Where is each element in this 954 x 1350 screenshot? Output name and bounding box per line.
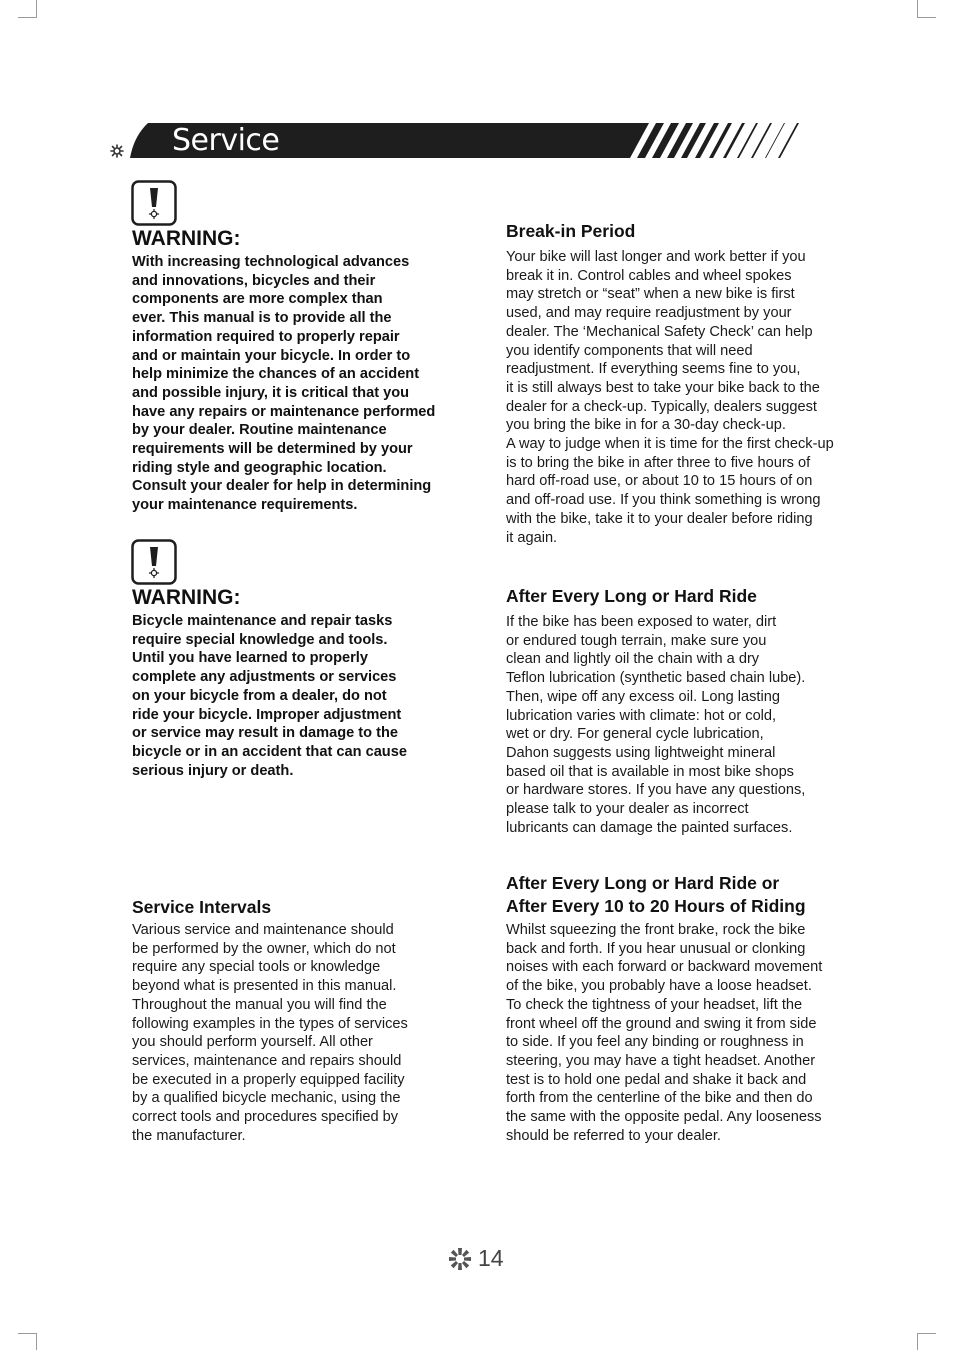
text-line: it is still always best to take your bike back to the <box>506 379 820 396</box>
text-line: complete any adjustments or services <box>132 669 397 686</box>
text-line: Bicycle maintenance and repair tasks <box>132 613 393 629</box>
text-line: is to bring the bike in after three to five hours of <box>506 454 811 471</box>
text-line: or endured tough terrain, make sure you <box>506 632 767 649</box>
text-line: Dahon suggests using lightweight mineral <box>506 744 776 761</box>
crop-mark <box>18 1333 36 1334</box>
warning-text <box>132 612 462 780</box>
text-line: or hardware stores. If you have any questions, <box>506 782 806 799</box>
text-line: break it in. Control cables and wheel spokes <box>506 267 792 284</box>
text-line: may stretch or “seat” when a new bike is first <box>506 286 795 303</box>
text-line: it again. <box>506 529 558 546</box>
text-line: you bring the bike in for a 30-day check-up. <box>506 417 786 434</box>
crop-mark <box>36 0 37 18</box>
break-in-text <box>506 248 834 547</box>
text-line: and off-road use. If you think something is wrong <box>506 492 821 509</box>
break-in-heading: Break-in Period <box>506 221 636 241</box>
text-line: dealer for a check-up. Typically, dealers suggest <box>506 398 817 415</box>
crop-mark <box>918 17 936 18</box>
text-line: by your dealer. Routine maintenance <box>132 422 387 439</box>
text-line: Whilst squeezing the front brake, rock the bike <box>506 922 806 938</box>
text-line: information required to properly repair <box>132 328 400 345</box>
text-line: and possible injury, it is critical that you <box>132 384 410 401</box>
text-line: be performed by the owner, which do not <box>132 940 396 957</box>
text-line: clean and lightly oil the chain with a dry <box>506 651 760 668</box>
crop-mark <box>18 17 36 18</box>
text-line: you identify components that will need <box>506 342 753 359</box>
text-line: Teflon lubrication (synthetic based chain lube). <box>506 670 806 687</box>
warning-text <box>132 253 462 515</box>
text-line: If the bike has been exposed to water, dirt <box>506 614 777 630</box>
warning-title: WARNING: <box>132 227 241 250</box>
crop-mark <box>36 1333 37 1350</box>
text-line: test is to hold one pedal and shake it back and <box>506 1071 807 1088</box>
text-line: services, maintenance and repairs should <box>132 1052 402 1069</box>
text-line: following examples in the types of services <box>132 1015 408 1032</box>
text-line: correct tools and procedures specified by <box>132 1109 399 1126</box>
text-line: and or maintain your bicycle. In order to <box>132 347 411 364</box>
text-line: help minimize the chances of an accident <box>132 366 420 383</box>
text-line: used, and may require readjustment by your <box>506 305 792 322</box>
text-line: beyond what is presented in this manual. <box>132 978 397 995</box>
service-intervals-text <box>132 921 408 1145</box>
text-line: steering, you may have a tight headset. Another <box>506 1052 816 1069</box>
text-line: front wheel off the ground and swing it from side <box>506 1015 817 1032</box>
text-line: Consult your dealer for help in determining <box>132 478 432 495</box>
text-line: noises with each forward or backward movement <box>506 959 823 976</box>
crop-mark <box>917 1333 918 1350</box>
section-header <box>108 120 808 162</box>
text-line: by a qualified bicycle mechanic, using the <box>132 1090 401 1107</box>
text-line: have any repairs or maintenance performed <box>132 403 436 420</box>
text-line: of the bike, you probably have a loose headset. <box>506 978 812 995</box>
crop-mark <box>917 0 918 18</box>
text-line: Your bike will last longer and work better if you <box>506 249 806 265</box>
text-line: to side. If you feel any binding or roughness in <box>506 1034 804 1051</box>
text-line: require any special tools or knowledge <box>132 959 381 976</box>
text-line: should be referred to your dealer. <box>506 1127 721 1144</box>
text-line: lubricants can damage the painted surfaces. <box>506 819 793 836</box>
after-hours-heading-line2: After Every 10 to 20 Hours of Riding <box>506 896 806 916</box>
text-line: bicycle or in an accident that can cause <box>132 743 407 760</box>
text-line: require special knowledge and tools. <box>132 631 388 648</box>
page-number <box>448 1243 518 1273</box>
text-line: wet or dry. For general cycle lubrication, <box>506 726 764 743</box>
text-line: With increasing technological advances <box>132 254 410 270</box>
text-line: Throughout the manual you will find the <box>132 996 387 1013</box>
page-number-text: 14 <box>478 1245 504 1271</box>
text-line: the same with the opposite pedal. Any looseness <box>506 1109 822 1126</box>
after-hours-text <box>506 921 822 1145</box>
text-line: your maintenance requirements. <box>132 497 358 514</box>
text-line: serious injury or death. <box>132 762 294 779</box>
page-title: Service <box>172 123 280 158</box>
text-line: based oil that is available in most bike shops <box>506 763 794 780</box>
text-line: be executed in a properly equipped facility <box>132 1071 405 1088</box>
exclamation-gear-icon <box>131 180 177 226</box>
text-line: Various service and maintenance should <box>132 922 394 938</box>
gear-icon <box>111 145 123 157</box>
after-hours-heading-line1: After Every Long or Hard Ride or <box>506 873 780 893</box>
text-line: forth from the centerline of the bike and then do <box>506 1090 813 1107</box>
text-line: ride your bicycle. Improper adjustment <box>132 706 402 723</box>
text-line: lubrication varies with climate: hot or cold, <box>506 707 777 724</box>
text-line: Then, wipe off any excess oil. Long lasting <box>506 688 780 705</box>
text-line: back and forth. If you hear unusual or clonking <box>506 940 806 957</box>
exclamation-gear-icon <box>131 539 177 585</box>
text-line: hard off-road use, or about 10 to 15 hours of on <box>506 473 813 490</box>
text-line: the manufacturer. <box>132 1127 246 1144</box>
warning-title: WARNING: <box>132 586 241 609</box>
gear-icon <box>448 1247 472 1271</box>
crop-mark <box>918 1333 936 1334</box>
text-line: and innovations, bicycles and their <box>132 272 376 289</box>
text-line: requirements will be determined by your <box>132 441 413 458</box>
text-line: please talk to your dealer as incorrect <box>506 801 749 818</box>
text-line: A way to judge when it is time for the first check-up <box>506 436 834 453</box>
text-line: Until you have learned to properly <box>132 650 368 667</box>
text-line: riding style and geographic location. <box>132 459 387 476</box>
text-line: To check the tightness of your headset, lift the <box>506 996 803 1013</box>
after-ride-heading: After Every Long or Hard Ride <box>506 586 757 606</box>
service-intervals-heading: Service Intervals <box>132 897 272 917</box>
text-line: dealer. The ‘Mechanical Safety Check’ can help <box>506 323 813 340</box>
text-line: readjustment. If everything seems fine to you, <box>506 361 801 378</box>
text-line: with the bike, take it to your dealer before riding <box>506 510 813 527</box>
text-line: on your bicycle from a dealer, do not <box>132 687 387 704</box>
text-line: or service may result in damage to the <box>132 725 399 742</box>
after-ride-text <box>506 613 805 837</box>
text-line: ever. This manual is to provide all the <box>132 310 392 327</box>
text-line: components are more complex than <box>132 291 383 308</box>
text-line: you should perform yourself. All other <box>132 1034 373 1051</box>
